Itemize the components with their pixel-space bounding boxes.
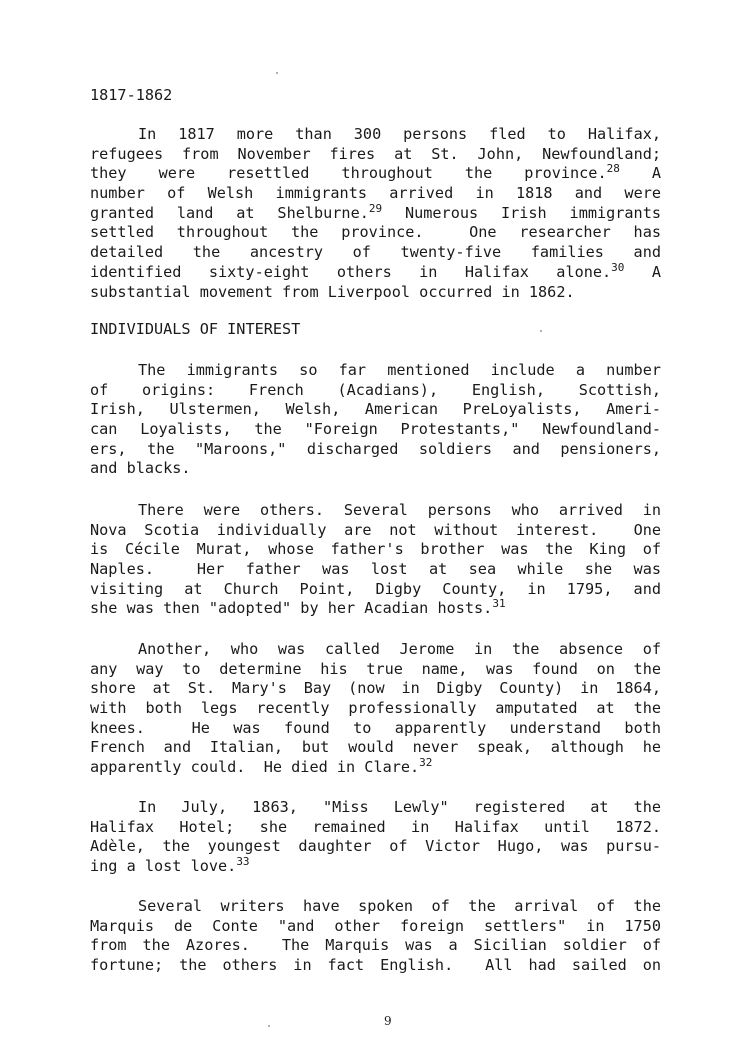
paragraph-origins (90, 361, 661, 479)
text-line: settled throughout the province. One researcher has (90, 223, 661, 242)
text-line: visiting at Church Point, Digby County, in 1795, and (90, 579, 661, 598)
text-line: she was then "adopted" by her Acadian hosts.$^{31}$ (90, 597, 506, 618)
page-number: 9 (384, 1014, 392, 1028)
footnote-ref-33: 33 (236, 855, 250, 869)
text-line: number of Welsh immigrants arrived in 1818 and were (90, 184, 661, 203)
paragraph-immigration-1817 (90, 125, 661, 302)
footnote-ref-30: 30 (611, 260, 625, 274)
text-line: ing a lost love.$^{33}$ (90, 855, 250, 876)
text-line: Halifax Hotel; she remained in Halifax until 1872. (90, 817, 661, 836)
paragraph-marquis-de-conte (90, 897, 661, 976)
scan-speck (276, 72, 278, 74)
text-line: any way to determine his true name, was found on the (90, 659, 661, 678)
scan-speck (268, 1025, 270, 1027)
text-line: French and Italian, but would never speak, although he (90, 738, 661, 757)
text-line: with both legs recently professionally amputated at the (90, 699, 661, 718)
text-line: of origins: French (Acadians), English, Scottish, (90, 380, 661, 399)
scan-speck (540, 330, 542, 332)
text-line: fortune; the others in fact English. All had sailed on (90, 956, 661, 975)
text-line: Marquis de Conte "and other foreign settlers" in 1750 (90, 916, 661, 935)
text-line: The immigrants so far mentioned include a number (138, 361, 661, 379)
text-line: detailed the ancestry of twenty-five families and (90, 243, 661, 262)
text-line: substantial movement from Liverpool occurred in 1862. (90, 282, 575, 301)
paragraph-cecile-murat (90, 501, 661, 619)
text-line: and blacks. (90, 459, 191, 478)
text-line: apparently could. He died in Clare.$^{32}$ (90, 756, 433, 777)
text-line: In July, 1863, "Miss Lewly" registered at the (138, 798, 661, 816)
section-heading-1817-1862: 1817-1862 (90, 86, 173, 104)
footnote-ref-31: 31 (492, 597, 506, 611)
text-line: knees. He was found to apparently understand both (90, 718, 661, 737)
text-line: Naples. Her father was lost at sea while she was (90, 560, 661, 579)
text-line: Nova Scotia individually are not without interest. One (90, 520, 661, 539)
paragraph-miss-lewly (90, 798, 661, 877)
text-line: There were others. Several persons who arrived in (138, 501, 661, 519)
text-line: refugees from November fires at St. John, Newfoundland; (90, 144, 661, 163)
text-line: they were resettled throughout the province.$^{28}$ A (90, 162, 661, 183)
text-line: granted land at Shelburne.$^{29}$ Numerous Irish immigrants (90, 201, 661, 222)
text-line: identified sixty-eight others in Halifax alone.$^{30}$ A (90, 260, 661, 281)
text-line: from the Azores. The Marquis was a Sicilian soldier of (90, 936, 661, 955)
footnote-ref-32: 32 (419, 756, 433, 770)
text-line: Adèle, the youngest daughter of Victor Hugo, was pursu- (90, 837, 661, 856)
section-heading-individuals-of-interest: INDIVIDUALS OF INTEREST (90, 320, 301, 338)
text-line: In 1817 more than 300 persons fled to Halifax, (138, 125, 661, 143)
text-line: Another, who was called Jerome in the absence of (138, 640, 661, 658)
text-line: Irish, Ulstermen, Welsh, American PreLoyalists, Ameri- (90, 400, 661, 419)
footnote-ref-29: 29 (368, 201, 383, 215)
text-line: Several writers have spoken of the arrival of the (138, 897, 661, 915)
text-line: can Loyalists, the "Foreign Protestants," Newfoundland- (90, 420, 661, 439)
text-line: shore at St. Mary's Bay (now in Digby County) in 1864, (90, 679, 661, 698)
footnote-ref-28: 28 (606, 162, 620, 176)
text-line: ers, the "Maroons," discharged soldiers and pensioners, (90, 439, 661, 458)
text-line: is Cécile Murat, whose father's brother was the King of (90, 540, 661, 559)
paragraph-jerome (90, 640, 661, 778)
